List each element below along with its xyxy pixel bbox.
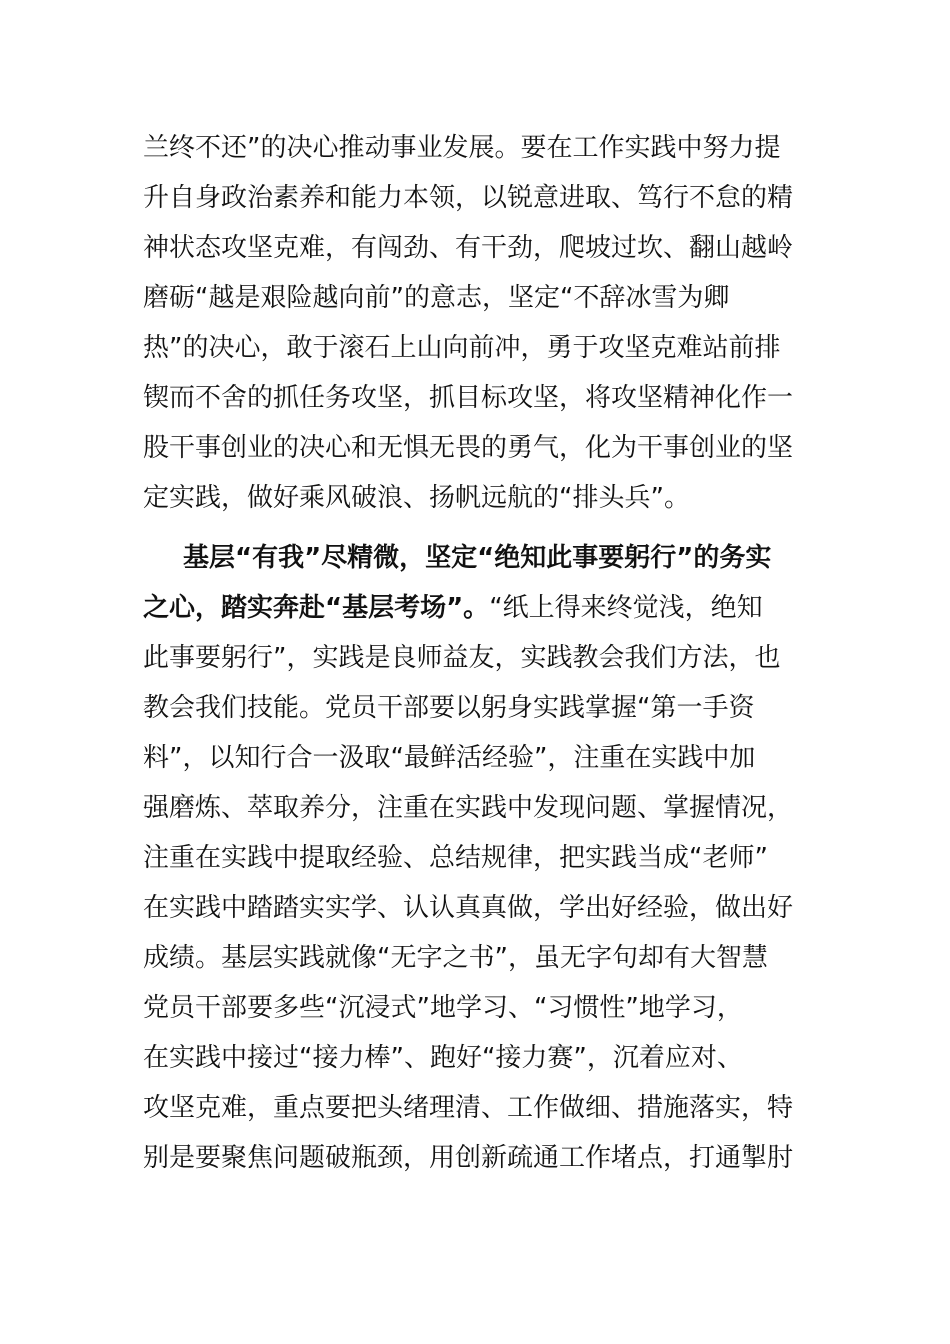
text-run: 在实践中接过“接力棒”、跑好“接力赛”，沉着应对、 [143, 1043, 743, 1073]
text-line [143, 173, 813, 223]
text-line [143, 633, 813, 683]
text-line [143, 473, 813, 523]
text-line [143, 833, 813, 883]
text-run: 在实践中踏踏实实学、认认真真做，学出好经验，做出好 [143, 893, 794, 923]
text-line [143, 423, 813, 473]
text-run: 锲而不舍的抓任务攻坚，抓目标攻坚，将攻坚精神化作一 [143, 383, 794, 413]
paragraph-2 [143, 533, 813, 1183]
bold-heading-run: 基层“有我”尽精微，坚定“绝知此事要躬行”的务实 [183, 543, 772, 573]
text-line [143, 933, 813, 983]
text-line [143, 223, 813, 273]
text-line [143, 983, 813, 1033]
text-run: 攻坚克难，重点要把头绪理清、工作做细、措施落实，特 [143, 1093, 794, 1123]
text-line [143, 373, 813, 423]
bold-heading-run: 之心，踏实奔赴“基层考场”。 [143, 593, 490, 623]
paragraph-heading-line [143, 533, 813, 583]
text-run: 热”的决心，敢于滚石上山向前冲，勇于攻坚克难站前排 [143, 333, 781, 363]
text-run: 党员干部要多些“沉浸式”地学习、“习惯性”地学习， [143, 993, 743, 1023]
text-run: 此事要躬行”，实践是良师益友，实践教会我们方法，也 [143, 643, 781, 673]
text-run: 别是要聚焦问题破瓶颈，用创新疏通工作堵点，打通掣肘 [143, 1143, 794, 1173]
text-line [143, 583, 813, 633]
text-run: 磨砺“越是艰险越向前”的意志，坚定“不辞冰雪为卿 [143, 283, 730, 313]
text-run: 神状态攻坚克难，有闯劲、有干劲，爬坡过坎、翻山越岭 [143, 233, 794, 263]
text-line [143, 123, 813, 173]
text-line [143, 883, 813, 933]
text-run: 注重在实践中提取经验、总结规律，把实践当成“老师” [143, 843, 768, 873]
text-line [143, 1033, 813, 1083]
text-run: 升自身政治素养和能力本领，以锐意进取、笃行不怠的精 [143, 183, 794, 213]
text-run: 兰终不还”的决心推动事业发展。要在工作实践中努力提 [143, 133, 781, 163]
text-run: 料”，以知行合一汲取“最鲜活经验”，注重在实践中加 [143, 743, 756, 773]
text-line [143, 1083, 813, 1133]
text-run: “纸上得来终觉浅，绝知 [489, 593, 763, 623]
text-line [143, 323, 813, 373]
paragraph-1 [143, 123, 813, 523]
text-line [143, 1133, 813, 1183]
text-run: 教会我们技能。党员干部要以躬身实践掌握“第一手资 [143, 693, 755, 723]
text-line [143, 273, 813, 323]
text-run: 强磨炼、萃取养分，注重在实践中发现问题、掌握情况， [143, 793, 794, 823]
text-run: 成绩。基层实践就像“无字之书”，虽无字句却有大智慧 [143, 943, 768, 973]
text-line [143, 683, 813, 733]
text-line [143, 733, 813, 783]
text-line [143, 783, 813, 833]
text-run: 定实践，做好乘风破浪、扬帆远航的“排头兵”。 [143, 483, 690, 513]
text-run: 股干事创业的决心和无惧无畏的勇气，化为干事创业的坚 [143, 433, 794, 463]
